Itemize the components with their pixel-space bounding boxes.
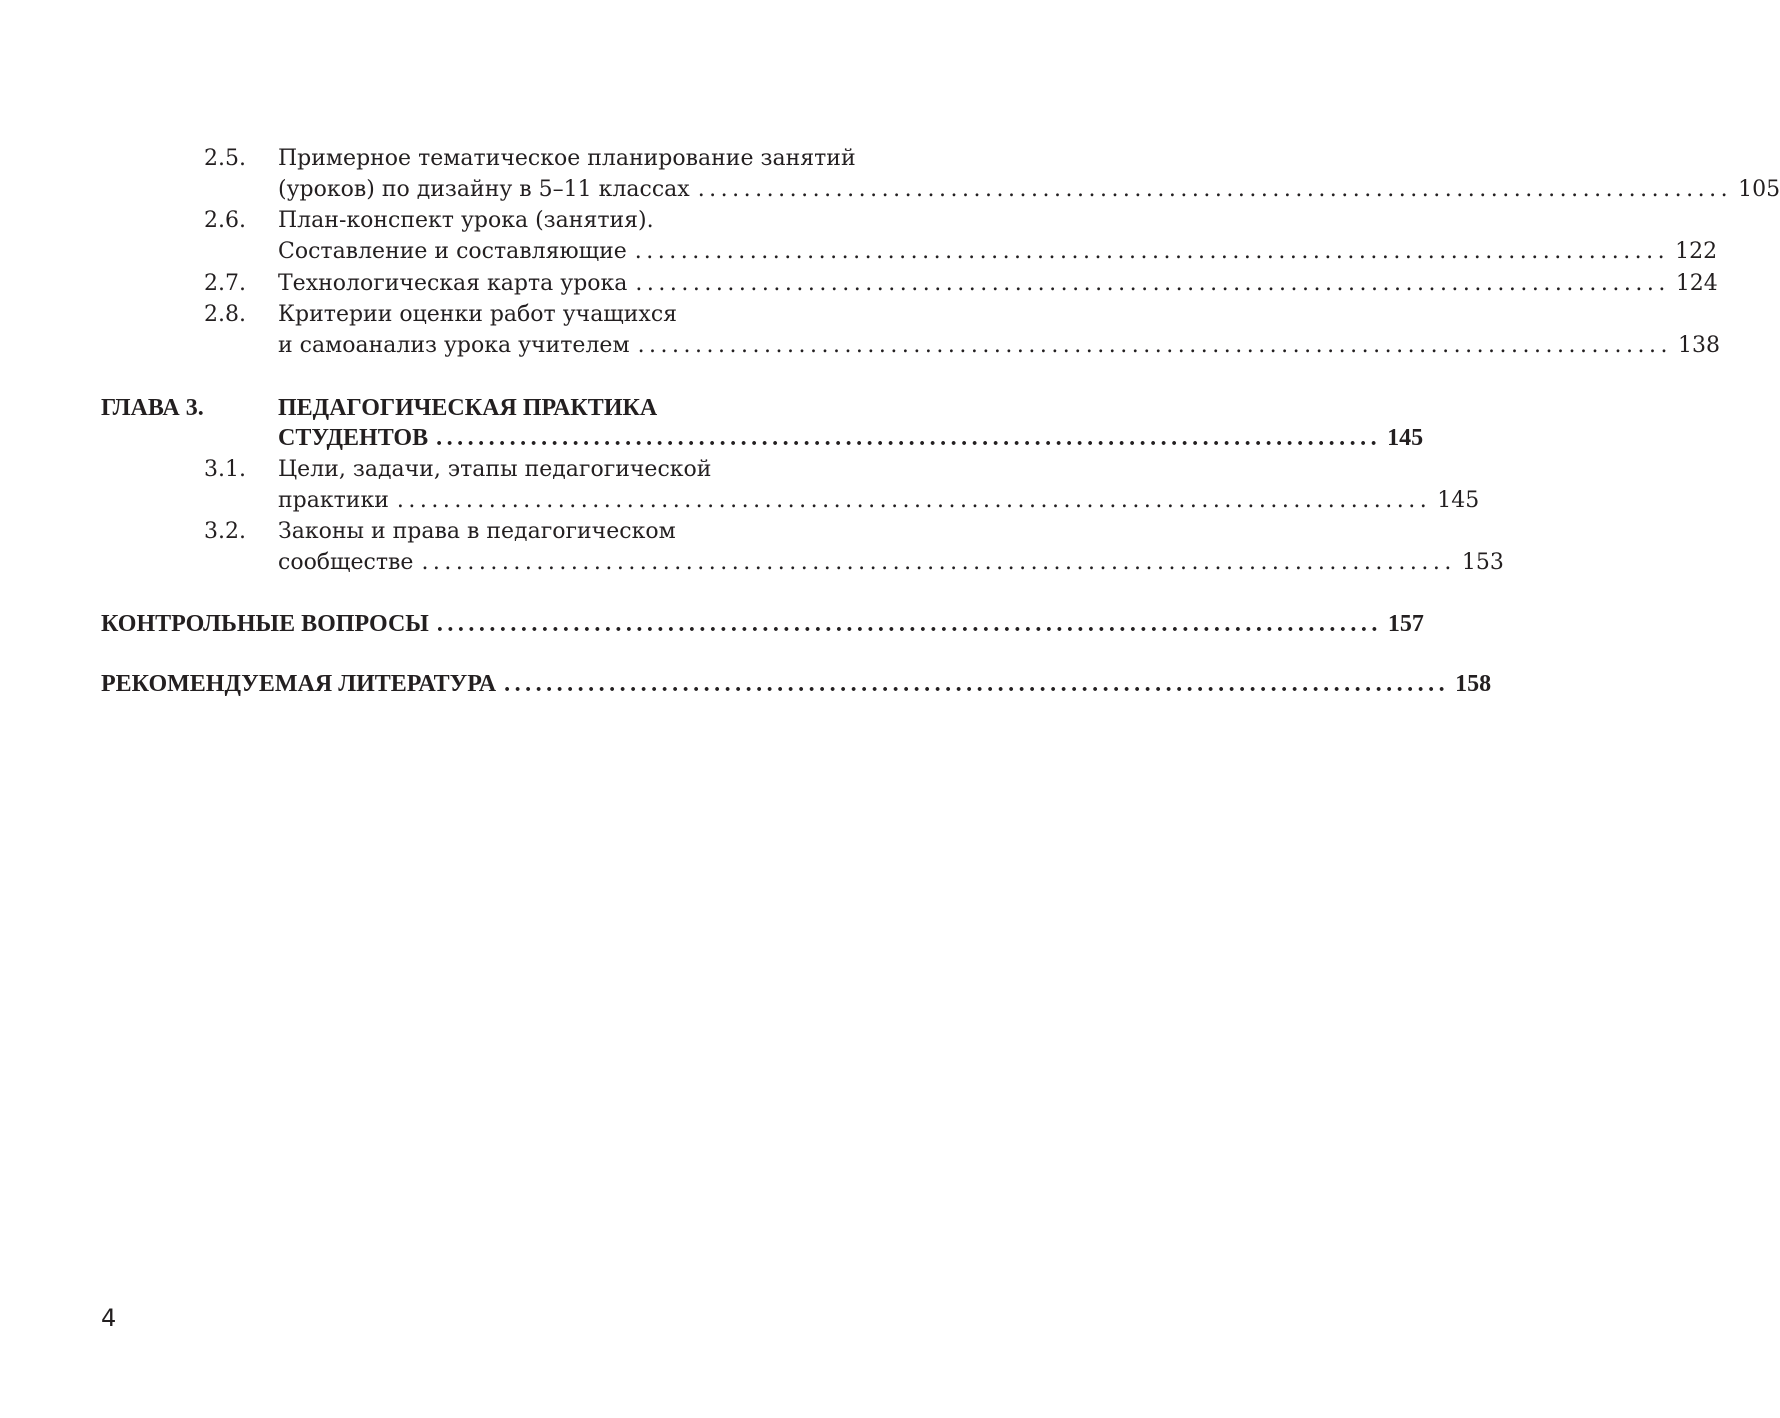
entry-title-2-7[interactable] [278,268,1718,300]
dot-leader: .......................................................................................... [421,550,1456,575]
entry-text: СТУДЕНТОВ [278,425,429,451]
page-number-2-5: 105 [1738,177,1780,202]
entry-title-2-5-line1 [278,143,896,175]
page-number-questions: 157 [1387,611,1424,637]
entry-title-2-5-line2[interactable] [278,174,1780,206]
dot-leader: .......................................................................................... [637,333,1672,358]
dot-leader: .......................................................................................... [436,611,1382,637]
entry-title-3-1-line2[interactable] [278,485,1480,517]
dot-leader: .......................................................................................... [697,177,1733,202]
entry-text: Законы и права в педагогическом [278,519,676,544]
entry-number-3-2: 3.2. [204,519,246,544]
entry-title-3-2-line2[interactable] [278,547,1504,579]
entry-control-questions[interactable] [101,608,1424,640]
dot-leader: .......................................................................................... [436,425,1382,451]
entry-number-2-8: 2.8. [204,302,246,327]
entry-text: сообществе [278,550,414,575]
page-number-literature: 158 [1455,671,1492,697]
dot-leader: .......................................................................................... [634,239,1670,264]
page-folio: 4 [101,1304,117,1332]
entry-text: Цели, задачи, этапы педагогической [278,457,712,482]
entry-text: План-конспект урока (занятия). [278,208,654,233]
entry-text: Технологическая карта урока [278,271,628,296]
entry-number-2-7: 2.7. [204,271,246,296]
page-number-2-7: 124 [1675,271,1718,296]
dot-leader: .......................................................................................... [504,671,1450,697]
entry-text: Составление и составляющие [278,239,627,264]
chapter-title-line1: ПЕДАГОГИЧЕСКАЯ ПРАКТИКА [278,395,658,421]
entry-title-2-6-line1 [278,205,896,237]
entry-text: Примерное тематическое планирование занятий [278,146,856,171]
dot-leader: .......................................................................................... [396,488,1432,513]
page-number-3-2: 153 [1461,550,1504,575]
page-number-3-1: 145 [1437,488,1480,513]
entry-text: (уроков) по дизайну в 5–11 классах [278,177,690,202]
entry-text: КОНТРОЛЬНЫЕ ВОПРОСЫ [101,611,429,637]
entry-title-3-2-line1 [278,516,896,548]
entry-title-2-8-line2[interactable] [278,330,1720,362]
page-number-2-6: 122 [1675,239,1718,264]
entry-recommended-literature[interactable] [101,668,1492,700]
chapter-title-line2[interactable] [278,422,1424,454]
entry-text: практики [278,488,389,513]
entry-text: РЕКОМЕНДУЕМАЯ ЛИТЕРАТУРА [101,671,497,697]
entry-title-3-1-line1 [278,454,896,486]
entry-number-2-6: 2.6. [204,208,246,233]
entry-title-2-8-line1 [278,299,896,331]
entry-text: и самоанализ урока учителем [278,333,630,358]
chapter-label: ГЛАВА 3. [101,395,204,421]
entry-text: Критерии оценки работ учащихся [278,302,678,327]
page-number-2-8: 138 [1677,333,1720,358]
page-number-ch3: 145 [1387,425,1424,451]
entry-number-2-5: 2.5. [204,146,246,171]
entry-number-3-1: 3.1. [204,457,246,482]
entry-title-2-6-line2[interactable] [278,236,1718,268]
dot-leader: .......................................................................................... [635,271,1670,296]
